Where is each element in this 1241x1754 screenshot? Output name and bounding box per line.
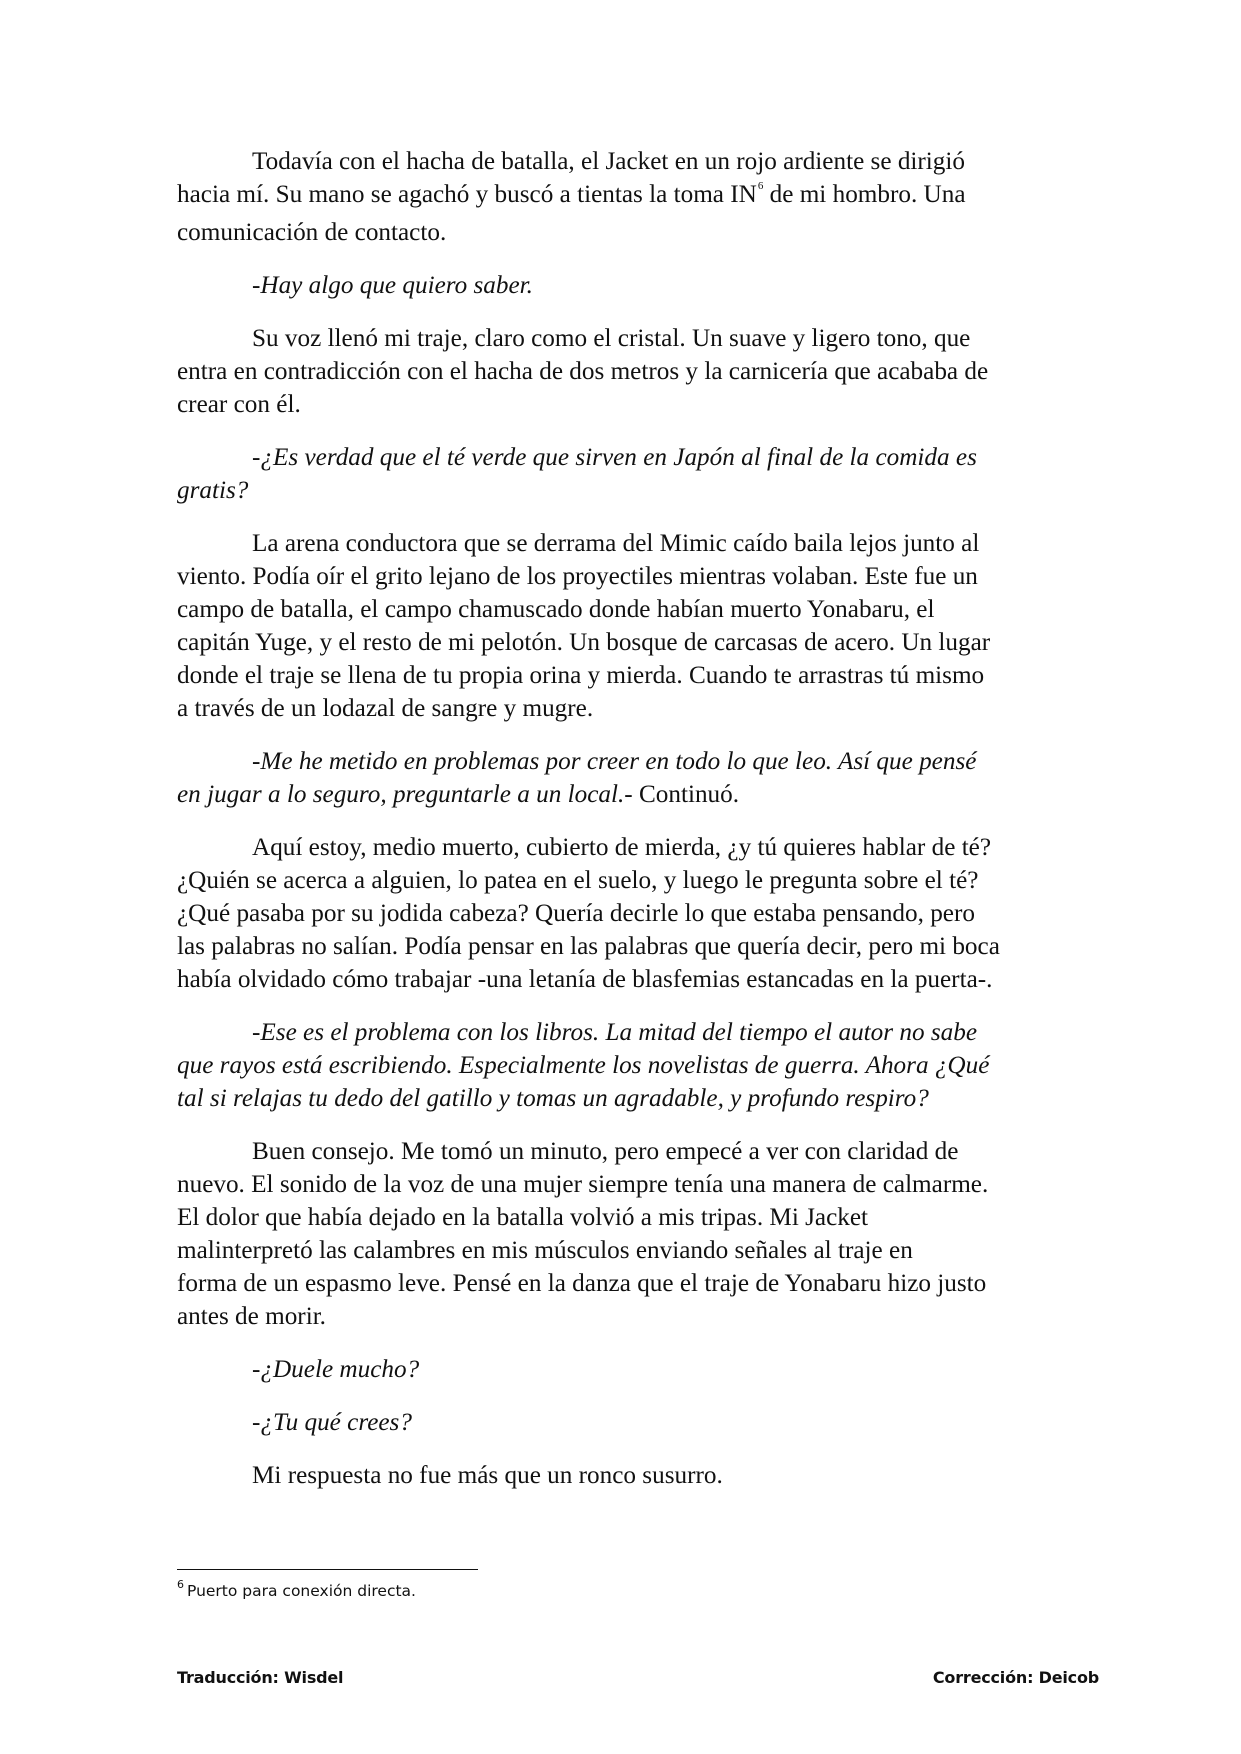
dialogue-paragraph-8 bbox=[177, 1016, 1077, 1115]
paragraph-line: El dolor que había dejado en la batalla volvió a mis tripas. Mi Jacket bbox=[177, 1204, 869, 1231]
paragraph-line: viento. Podía oír el grito lejano de los proyectiles mientras volaban. Este fue un bbox=[177, 563, 978, 590]
dialogue-paragraph-4 bbox=[177, 441, 1077, 507]
paragraph-1 bbox=[177, 145, 1077, 249]
footnote-text: Puerto para conexión directa. bbox=[187, 1582, 416, 1600]
footer-translation-credit: Traducción: Wisdel bbox=[177, 1668, 344, 1687]
paragraph-line: -¿Duele mucho? bbox=[252, 1356, 420, 1383]
footnote-reference[interactable]: 6 bbox=[757, 180, 764, 192]
paragraph-3 bbox=[177, 322, 1077, 421]
dialogue-paragraph-11 bbox=[177, 1406, 1077, 1439]
paragraph-line: que rayos está escribiendo. Especialmente los novelistas de guerra. Ahora ¿Qué bbox=[177, 1052, 990, 1079]
paragraph-line: nuevo. El sonido de la voz de una mujer siempre tenía una manera de calmarme. bbox=[177, 1171, 989, 1198]
paragraph-line-text: hacia mí. Su mano se agachó y buscó a tientas la toma IN bbox=[177, 181, 757, 208]
dialogue-paragraph-6 bbox=[177, 745, 1077, 811]
paragraph-line: comunicación de contacto. bbox=[177, 219, 447, 246]
paragraph-9 bbox=[177, 1135, 1077, 1333]
paragraph-line: forma de un espasmo leve. Pensé en la danza que el traje de Yonabaru hizo justo bbox=[177, 1270, 987, 1297]
paragraph-line: Aquí estoy, medio muerto, cubierto de mierda, ¿y tú quieres hablar de té? bbox=[252, 834, 992, 861]
paragraph-line: capitán Yuge, y el resto de mi pelotón. Un bosque de carcasas de acero. Un lugar bbox=[177, 629, 991, 656]
footer-correction-credit: Corrección: Deicob bbox=[932, 1668, 1099, 1687]
paragraph-line: Mi respuesta no fue más que un ronco susurro. bbox=[252, 1462, 723, 1489]
paragraph-line: antes de morir. bbox=[177, 1303, 326, 1330]
footnote-number: 6 bbox=[177, 1578, 184, 1591]
paragraph-12 bbox=[177, 1459, 1077, 1492]
paragraph-line-text: de mi hombro. Una bbox=[763, 181, 966, 208]
paragraph-line: campo de batalla, el campo chamuscado donde habían muerto Yonabaru, el bbox=[177, 596, 935, 623]
paragraph-line: Su voz llenó mi traje, claro como el cristal. Un suave y ligero tono, que bbox=[252, 325, 971, 352]
paragraph-line-text: en jugar a lo seguro, preguntarle a un local. bbox=[177, 781, 625, 808]
paragraph-line: donde el traje se llena de tu propia orina y mierda. Cuando te arrastras tú mismo bbox=[177, 662, 985, 689]
paragraph-line: ¿Quién se acerca a alguien, lo patea en el suelo, y luego le pregunta sobre el té? bbox=[177, 867, 979, 894]
paragraph-line: gratis? bbox=[177, 477, 249, 504]
paragraph-line: tal si relajas tu dedo del gatillo y tomas un agradable, y profundo respiro? bbox=[177, 1085, 929, 1112]
paragraph-line: crear con él. bbox=[177, 391, 301, 418]
paragraph-line: Buen consejo. Me tomó un minuto, pero empecé a ver con claridad de bbox=[252, 1138, 959, 1165]
paragraph-line: -¿Tu qué crees? bbox=[252, 1409, 412, 1436]
paragraph-line: -Me he metido en problemas por creer en todo lo que leo. Así que pensé bbox=[252, 748, 977, 775]
dialogue-paragraph-2 bbox=[177, 269, 1077, 302]
paragraph-5 bbox=[177, 527, 1077, 725]
body-text bbox=[177, 145, 1077, 1512]
paragraph-line: -Hay algo que quiero saber. bbox=[252, 272, 533, 299]
paragraph-line: las palabras no salían. Podía pensar en las palabras que quería decir, pero mi boca bbox=[177, 933, 1000, 960]
paragraph-line: entra en contradicción con el hacha de dos metros y la carnicería que acababa de bbox=[177, 358, 989, 385]
paragraph-line: Todavía con el hacha de batalla, el Jacket en un rojo ardiente se dirigió bbox=[252, 148, 965, 175]
dialogue-paragraph-10 bbox=[177, 1353, 1077, 1386]
paragraph-line: a través de un lodazal de sangre y mugre. bbox=[177, 695, 594, 722]
paragraph-7 bbox=[177, 831, 1077, 996]
paragraph-line-with-footnote-ref bbox=[177, 178, 1077, 216]
paragraph-line: -Ese es el problema con los libros. La mitad del tiempo el autor no sabe bbox=[252, 1019, 978, 1046]
footnote-separator bbox=[177, 1569, 478, 1570]
footnote bbox=[177, 1578, 416, 1600]
paragraph-line: malinterpretó las calambres en mis músculos enviando señales al traje en bbox=[177, 1237, 913, 1264]
paragraph-line: ¿Qué pasaba por su jodida cabeza? Quería decirle lo que estaba pensando, pero bbox=[177, 900, 975, 927]
paragraph-line-with-tail bbox=[177, 778, 1077, 811]
paragraph-line: había olvidado cómo trabajar -una letanía de blasfemias estancadas en la puerta-. bbox=[177, 966, 993, 993]
paragraph-line: La arena conductora que se derrama del Mimic caído baila lejos junto al bbox=[252, 530, 980, 557]
dialogue-tag: - Continuó. bbox=[624, 781, 740, 808]
paragraph-line: -¿Es verdad que el té verde que sirven en Japón al final de la comida es bbox=[252, 444, 977, 471]
